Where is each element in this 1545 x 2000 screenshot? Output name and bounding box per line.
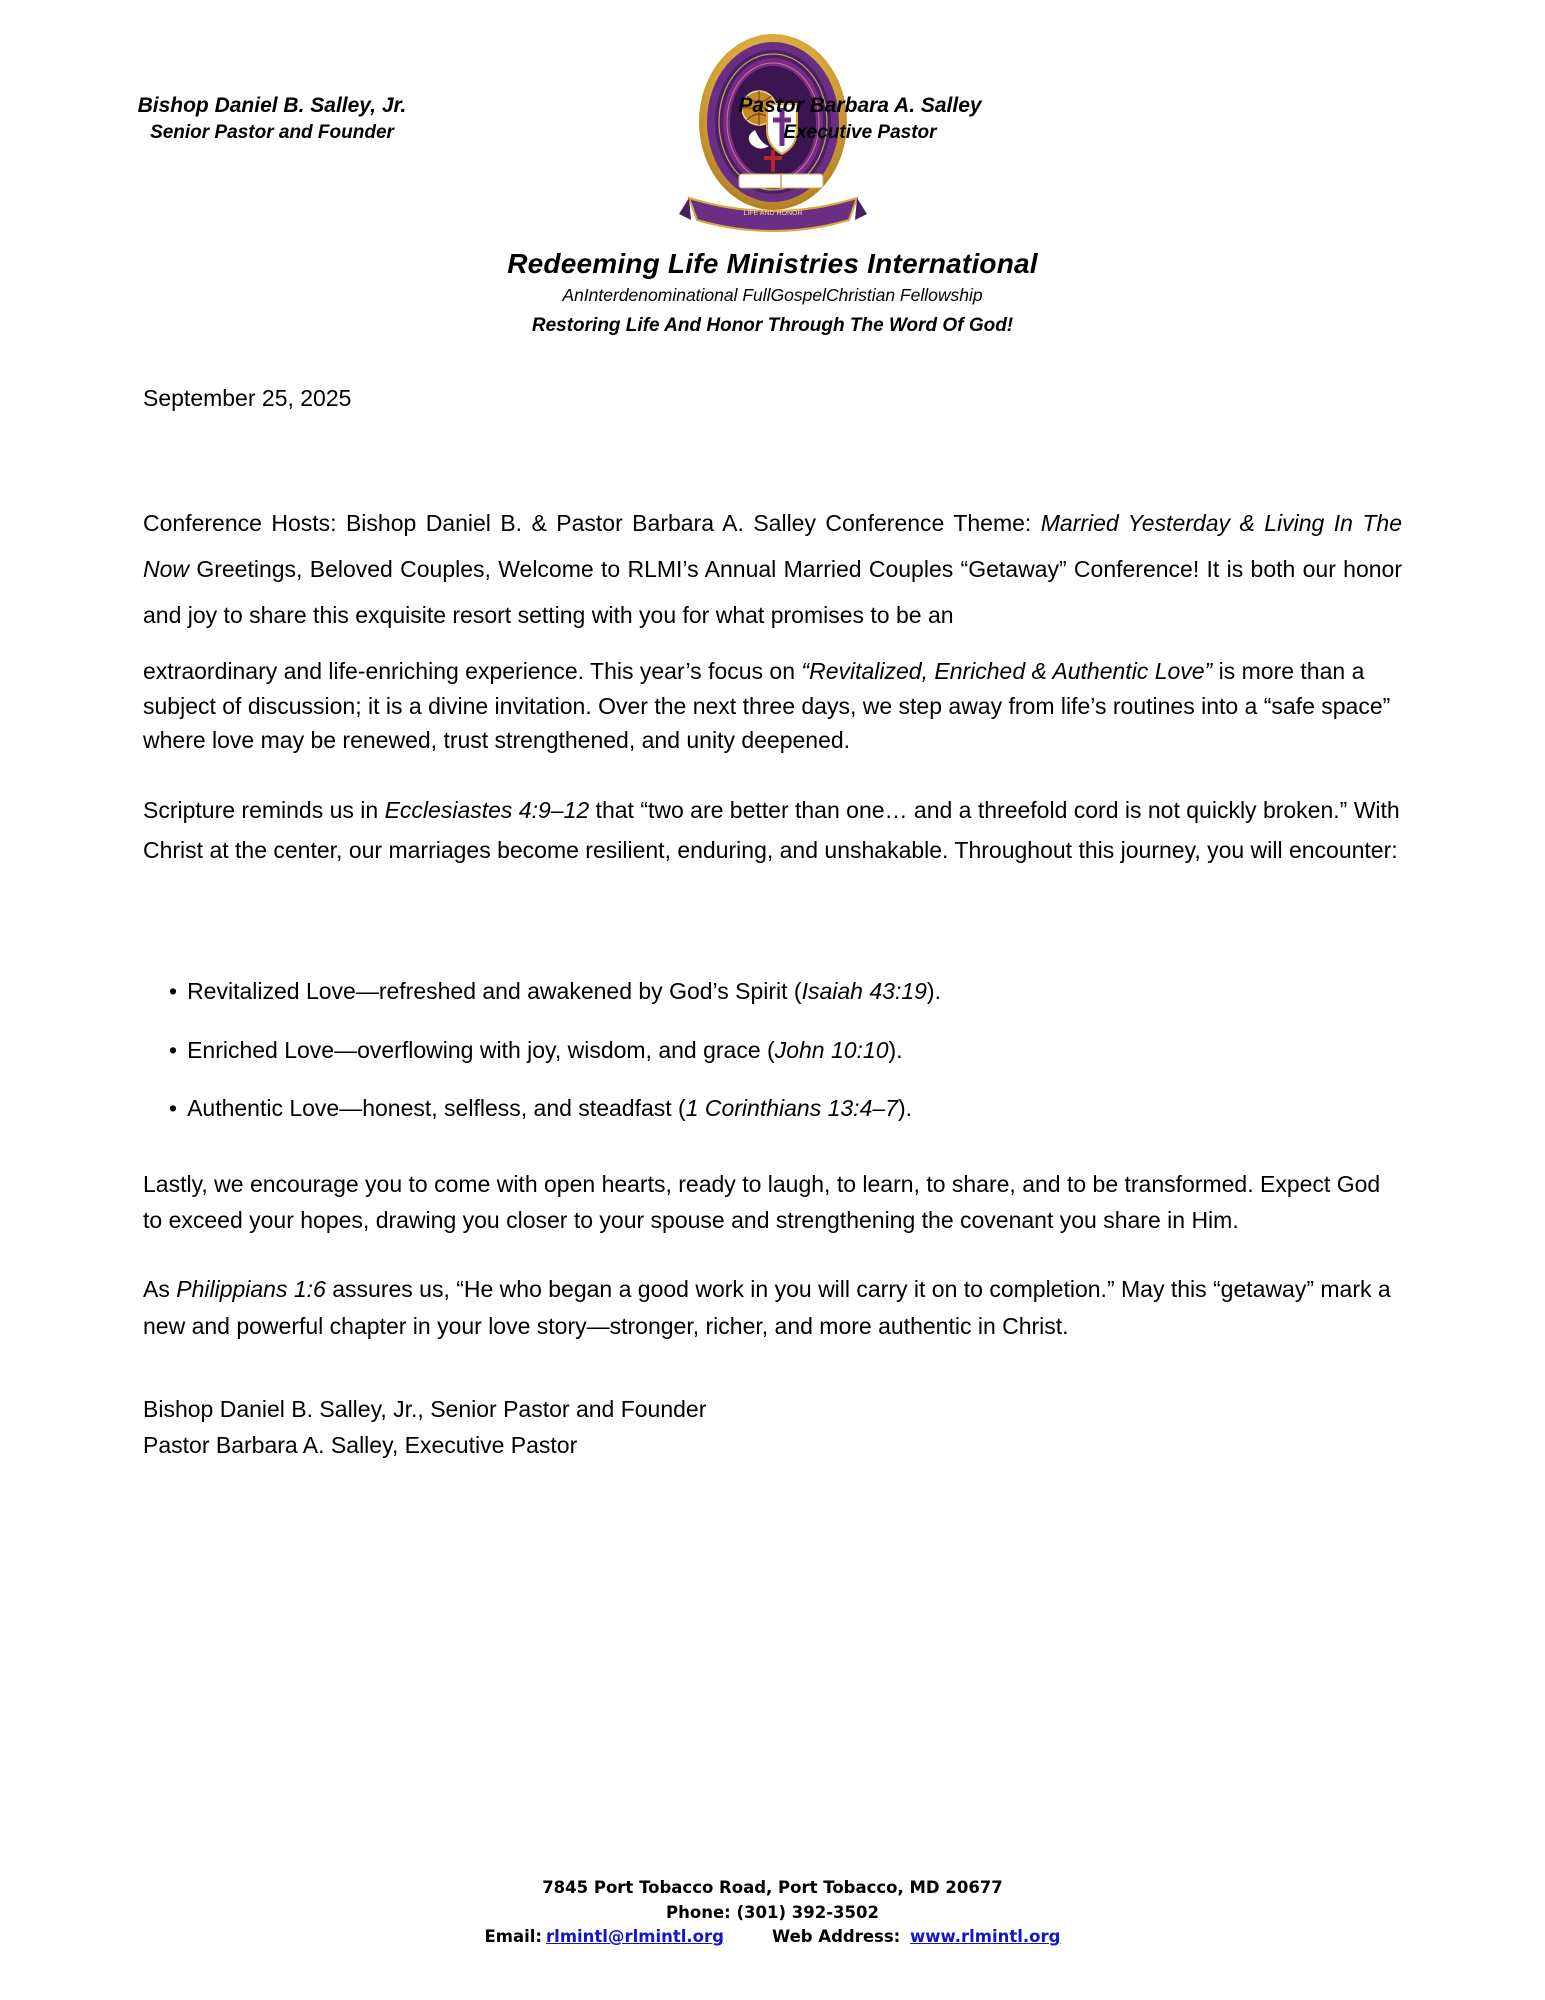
bullet-reference: Isaiah 43:19	[801, 978, 927, 1004]
intro-text-b: Greetings, Beloved Couples, Welcome to RLMI’s Annual Married Couples “Getaway” Conference! It is both our honor and joy to share this exquisite resort setting with you for what promises to be an	[143, 556, 1402, 628]
paragraph-closing	[143, 1271, 1402, 1345]
paragraph-scripture	[143, 790, 1402, 871]
letterhead	[0, 0, 1545, 350]
paragraph-encouragement: Lastly, we encourage you to come with open hearts, ready to laugh, to learn, to share, and to be transformed. Expect God to exceed your hopes, drawing you closer to your spouse and strengthening the covenant you share in Him.	[143, 1170, 1381, 1234]
bullet-text-a: Enriched Love—overflowing with joy, wisdom, and grace (	[187, 1036, 775, 1063]
closing-text-a: As	[143, 1276, 177, 1303]
closing-text-b: assures us, “He who began a good work in you will carry it on to completion.” May this “getaway” mark a new and powerful chapter in your love story—stronger, richer, and more authentic in Christ.	[143, 1276, 1391, 1339]
signature-pastor: Pastor Barbara A. Salley, Executive Pastor	[143, 1432, 578, 1459]
focus-theme: “Revitalized, Enriched & Authentic Love”	[801, 658, 1213, 684]
footer-address: 7845 Port Tobacco Road, Port Tobacco, MD 20677	[542, 1877, 1003, 1897]
page-footer	[0, 1876, 1545, 1950]
svg-text:LIFE AND HONOR: LIFE AND HONOR	[742, 210, 803, 217]
footer-contact-row	[0, 1925, 1545, 1950]
bullet-text-a: Authentic Love—honest, selfless, and steadfast (	[187, 1095, 686, 1121]
focus-text-b: is more than a subject of discussion; it is a divine invitation. Over the next three days, we step away from life’s routines into a “safe space” where love may be renewed, trust strengthened, and unity deepened.	[143, 658, 1391, 753]
paragraph-intro	[143, 500, 1402, 638]
footer-email-link[interactable]: rlmintl@rlmintl.org	[546, 1927, 724, 1947]
right-officer-block	[695, 92, 1025, 146]
right-officer-role: Executive Pastor	[783, 122, 937, 144]
bullet-reference: John 10:10	[774, 1036, 889, 1063]
footer-web-link[interactable]: www.rlmintl.org	[910, 1927, 1061, 1947]
bullet-text-b: ).	[926, 978, 941, 1004]
focus-text-a: extraordinary and life-enriching experience. This year’s focus on	[143, 658, 802, 684]
scripture-reference-philippians: Philippians 1:6	[176, 1276, 326, 1303]
paragraph-focus	[143, 654, 1402, 758]
footer-web-label: Web Address:	[771, 1927, 901, 1947]
bullet-text-a: Revitalized Love—refreshed and awakened by God’s Spirit (	[187, 978, 802, 1004]
footer-email-label: Email:	[484, 1927, 543, 1947]
scripture-text-b: that “two are better than one… and a threefold cord is not quickly broken.” With Christ at the center, our marriages become resilient, enduring, and unshakable. Throughout this journey, you will encounter:	[143, 796, 1400, 863]
bullet-text-b: ).	[888, 1036, 903, 1063]
right-officer-name: Pastor Barbara A. Salley	[738, 94, 982, 117]
encounter-list	[143, 974, 1402, 1126]
bullet-text-b: ).	[897, 1095, 913, 1121]
letter-body	[143, 385, 1402, 1464]
left-officer-block	[92, 92, 452, 146]
list-item	[169, 1033, 1402, 1068]
footer-phone: Phone: (301) 392-3502	[666, 1902, 879, 1922]
organization-block	[0, 248, 1545, 337]
conference-theme: Married Yesterday & Living In The Now	[143, 510, 1402, 582]
letter-date: September 25, 2025	[143, 385, 352, 411]
scripture-text-a: Scripture reminds us in	[143, 796, 385, 823]
bullet-reference: 1 Corinthians 13:4–7	[685, 1095, 898, 1121]
left-officer-role: Senior Pastor and Founder	[150, 122, 394, 144]
scripture-reference-ecclesiastes: Ecclesiastes 4:9–12	[384, 796, 590, 823]
organization-name: Redeeming Life Ministries International	[507, 248, 1038, 279]
organization-subtitle: AnInterdenominational FullGospelChristian Fellowship	[562, 285, 983, 305]
left-officer-name: Bishop Daniel B. Salley, Jr.	[137, 94, 407, 117]
organization-motto: Restoring Life And Honor Through The Word Of God!	[531, 315, 1014, 336]
signature-bishop: Bishop Daniel B. Salley, Jr., Senior Pastor and Founder	[143, 1395, 707, 1422]
list-item	[169, 1091, 1402, 1126]
intro-text-a: Conference Hosts: Bishop Daniel B. & Pastor Barbara A. Salley Conference Theme:	[143, 510, 1041, 536]
list-item	[169, 974, 1402, 1009]
